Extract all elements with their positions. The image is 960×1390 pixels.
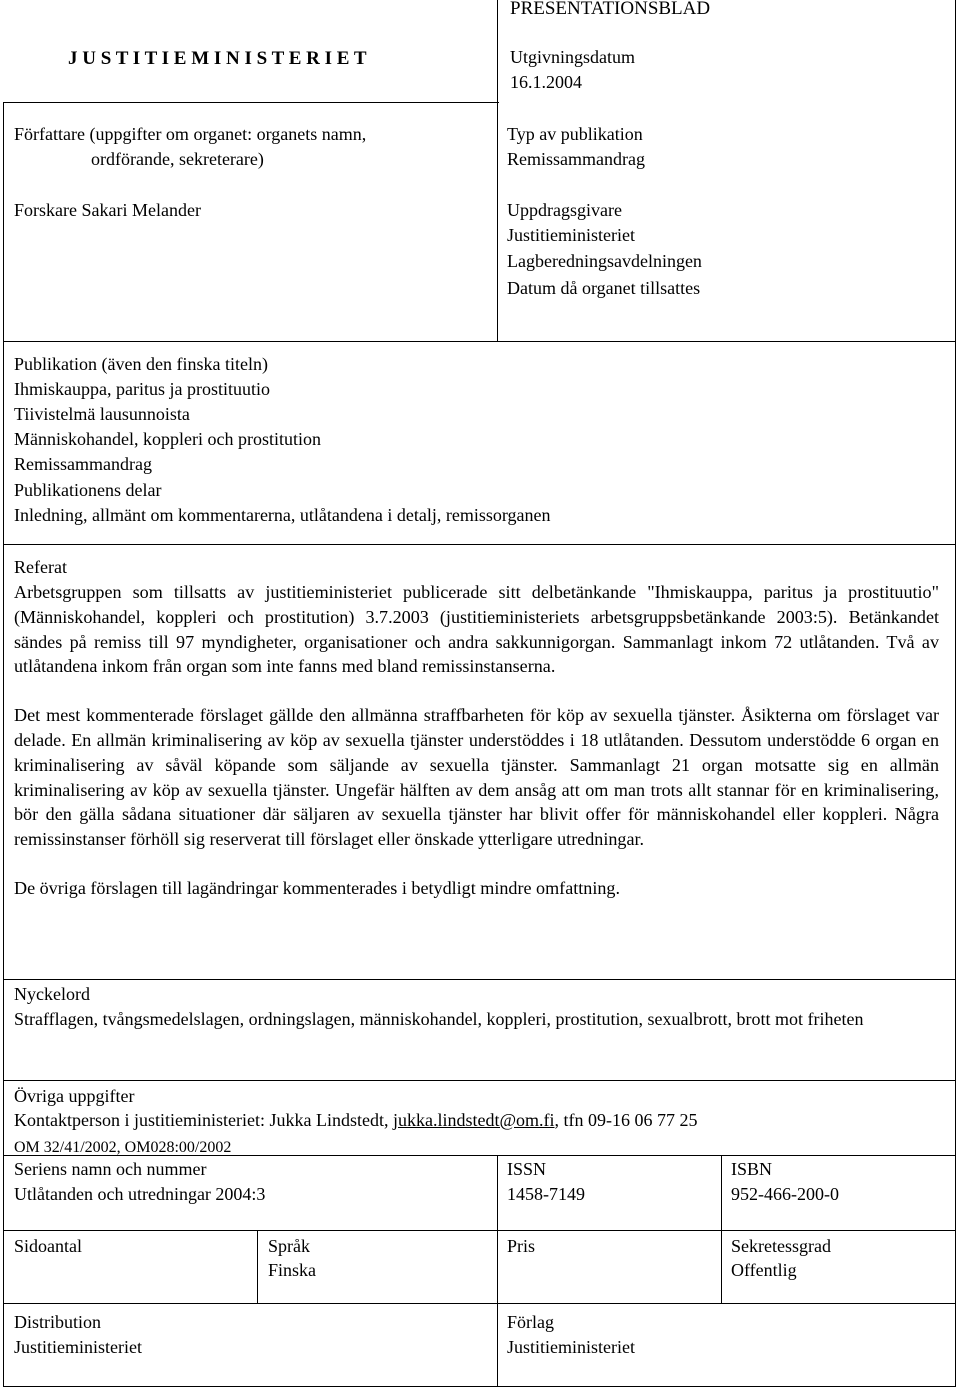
language-label: Språk: [268, 1236, 310, 1256]
contact-line: [14, 1108, 698, 1133]
author-label-line2: ordförande, sekreterare): [91, 149, 264, 169]
keywords-label: Nyckelord: [14, 984, 90, 1004]
distribution-label: Distribution: [14, 1312, 102, 1332]
confidentiality-value: Offentlig: [731, 1260, 797, 1280]
divider-col-isbn: [721, 1155, 722, 1303]
divider-pages: [3, 1230, 956, 1231]
abstract-label: Referat: [14, 557, 67, 577]
divider-col-issn: [497, 1155, 498, 1387]
commissioner-label: Uppdragsgivare: [507, 200, 622, 220]
author-label-line1: Författare (uppgifter om organet: organets namn,: [14, 124, 367, 144]
publisher-value: Justitieministeriet: [507, 1337, 635, 1357]
distribution-value: Justitieministeriet: [14, 1337, 142, 1357]
finnish-title: Ihmiskauppa, paritus ja prostituutio: [14, 379, 270, 399]
parts-label: Publikationens delar: [14, 480, 162, 500]
reference-numbers: OM 32/41/2002, OM028:00/2002: [14, 1139, 232, 1156]
isbn-label: ISBN: [731, 1159, 773, 1179]
appointment-date-label: Datum då organet tillsattes: [507, 278, 701, 298]
abstract-paragraph-1: Arbetsgruppen som tillsatts av justitieministeriet publicerade sitt delbetänkande "Ihmiskauppa, paritus ja prostituutio" (Människohandel, koppleri och prostitution) 3.7.2003 (justitieministeriets arbetsgruppsbetänkande 2003:5). Betänkandet sändes på remiss till 97 myndigheter, organisationer och andra sakkunnigorgan. Sammanlagt inkom 72 utlåtanden. Två av utlåtandena inkom från organ som inte fanns med bland remissinstanserna.: [14, 582, 939, 677]
ministry-heading: J U S T I T I E M I N I S T E R I E T: [68, 48, 367, 69]
divider-other-info: [3, 1080, 956, 1081]
contact-suffix: , tfn 09-16 06 77 25: [554, 1110, 698, 1130]
divider-distribution: [3, 1303, 956, 1304]
publication-label: Publikation (även den finska titeln): [14, 354, 268, 374]
abstract-paragraph-2: Det mest kommenterade förslaget gällde den allmänna straffbarheten för köp av sexuella tjänster. Åsikterna om förslaget var delade. En allmän kriminalisering av köp av sexuella tjänster understöddes i 18 utlåtanden. Dessutom understödde 6 organ en kriminalisering av såväl köpande som säljande av sexuella tjänster. Sammanlagt 21 organ motsatte sig en allmän kriminalisering av köp av sexuella tjänster. Ungefär hälften av dem ansåg att om man trots allt stannar för en kriminalisering, bör den gälla sådana situationer där säljaren av sexuella tjänster har blivit offer för människohandel eller koppleri. Några remissinstanser förhöll sig reserverat till förslaget eller önskade ytterligare utredningar.: [14, 705, 939, 850]
divider-col-language: [257, 1230, 258, 1303]
frame-bottom: [3, 1386, 956, 1387]
commissioner-line2: Lagberedningsavdelningen: [507, 251, 702, 271]
contact-email-link[interactable]: jukka.lindstedt@om.fi: [392, 1110, 555, 1130]
divider-abstract: [3, 544, 956, 545]
language-value: Finska: [268, 1260, 317, 1280]
publisher-label: Förlag: [507, 1312, 554, 1332]
document-type: PRESENTATIONSBLAD: [510, 0, 711, 19]
parts-value: Inledning, allmänt om kommentarerna, utlåtandena i detalj, remissorganen: [14, 505, 551, 525]
other-info-label: Övriga uppgifter: [14, 1086, 135, 1106]
author-name: Forskare Sakari Melander: [14, 200, 201, 220]
series-value: Utlåtanden och utredningar 2004:3: [14, 1184, 266, 1204]
divider-publication: [3, 341, 956, 342]
issn-label: ISSN: [507, 1159, 547, 1179]
frame-left: [3, 102, 4, 1387]
release-date: 16.1.2004: [510, 72, 582, 92]
release-date-label: Utgivningsdatum: [510, 47, 635, 67]
frame-top-left: [3, 102, 499, 103]
finnish-subtitle: Tiivistelmä lausunnoista: [14, 404, 190, 424]
price-label: Pris: [507, 1236, 536, 1256]
issn-value: 1458-7149: [507, 1184, 585, 1204]
abstract-paragraph-3: De övriga förslagen till lagändringar kommenterades i betydligt mindre omfattning.: [14, 877, 620, 898]
keywords-value: Strafflagen, tvångsmedelslagen, ordningslagen, människohandel, koppleri, prostitution, sexualbrott, brott mot friheten: [14, 1009, 864, 1029]
divider-top-vertical: [497, 0, 498, 342]
frame-right: [955, 0, 956, 1387]
publication-type-label: Typ av publikation: [507, 124, 643, 144]
confidentiality-label: Sekretessgrad: [731, 1236, 831, 1256]
abstract-body: [14, 580, 939, 901]
swedish-title: Människohandel, koppleri och prostitution: [14, 429, 321, 449]
isbn-value: 952-466-200-0: [731, 1184, 839, 1204]
publication-type-value: Remissammandrag: [507, 149, 645, 169]
swedish-subtitle: Remissammandrag: [14, 454, 152, 474]
contact-prefix: Kontaktperson i justitieministeriet: Jukka Lindstedt,: [14, 1110, 389, 1130]
pages-label: Sidoantal: [14, 1236, 82, 1256]
divider-keywords: [3, 979, 956, 980]
series-label: Seriens namn och nummer: [14, 1159, 207, 1179]
commissioner-line1: Justitieministeriet: [507, 225, 635, 245]
